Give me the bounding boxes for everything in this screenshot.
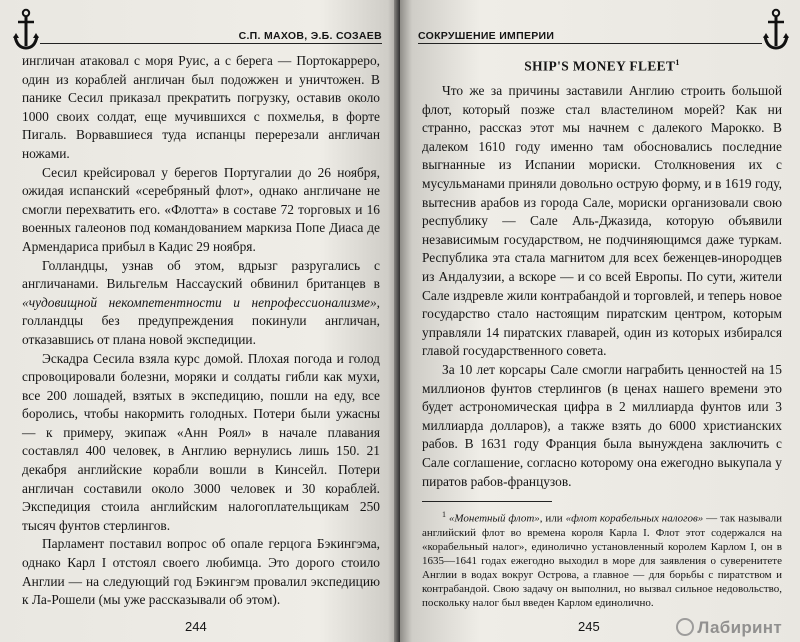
- anchor-icon: [762, 8, 790, 52]
- footnote-mark: 1: [675, 58, 680, 67]
- right-body-text: [422, 54, 782, 610]
- paragraph: Парламент поставил вопрос об опале герцога Бэкингэма, однако Карл I отстоял своего любимца. Это дорого стоило Англии — на следующий год Бэкингэм провалил экспедицию к Ла-Рошели (мы уже рассказывали об этом).: [22, 536, 380, 608]
- page-number: 244: [185, 619, 207, 634]
- paragraph: За 10 лет корсары Сале смогли награбить ценностей на 15 миллионов фунтов стерлингов (в ценах нашего времени это будет астрономическая цифра в 2 миллиарда фунтов или 3 миллиарда долларов), а также взять до 6000 христианских рабов. В 1631 году Франция была вынуждена заключить с Сале соглашение, согласно которому она ежегодно выкупала у пиратов рабов-французов.: [422, 361, 782, 489]
- left-header: [18, 10, 382, 44]
- right-header: [418, 10, 784, 44]
- watermark-logo: Лабиринт: [676, 618, 782, 638]
- paragraph: Сесил крейсировал у берегов Португалии до 26 ноября, ожидая испанский «серебряный флот», однако англичане не смогли перехватить его. «Флотта» в составе 72 торговых и 16 военных галеонов под командованием маркиза Попе Диаса де Армендариса прибыл в Кадис 29 ноября.: [22, 164, 380, 254]
- footnote: $^1$ «Монетный флот», или «флот корабельных налогов» — так называли английский флот во времена короля Карла I. Флот этот содержался на «корабельный налог», единолично установленный королем Карлом I, он в 1635—1641 годах ежегодно выходил в море для заявления о суверенитете Англии в водах вокруг Острова, а главное — для борьбы с пиратством и контрабандой. Свою задачу он выполнил, но вызвал сильное недовольство, поскольку налог был введен Карлом единолично.: [422, 510, 783, 609]
- paragraph: Что же за причины заставили Англию строить большой флот, который позже стал властелином морей? Как ни странно, рассказ этот мы начнем с далекого Марокко. В далеком 1610 году именно там обосновались последние выгнанные из Испании мориски. Столкновения их с мусульманами приняли довольно острую форму, и в 1619 году, вытеснив арабов из города Сале, мориски организовали свою республику — Сале Аль-Джазида, которую объявили независимым государством, не подчиняющимся даже туркам. Республика эта стала магнитом для всех беженцев-инородцев из Андалузии, а вскоре — и со всей Европы. По сути, жители Сале издревле жили контрабандой и торговлей, и теперь новое государство стало настоящим пиратским центром, которым управляли 14 пиратских главарей, один из которых избирался главой государственного совета.: [422, 83, 782, 359]
- left-body-text: [22, 52, 380, 610]
- header-rule: [40, 43, 382, 44]
- footnote-rule: [422, 501, 552, 502]
- anchor-icon: [12, 8, 40, 52]
- page-number: 245: [578, 619, 600, 634]
- paragraph: ингличан атаковал с моря Руис, а с берега — Портокарреро, один из кораблей англичан был подожжен и уничтожен. В панике Сесил приказал прекратить погрузку, оставив около 1000 своих солдат, еще мучившихся с похмелья, в форте Пигаль. Ворвавшиеся туда испанцы перерезали англичан ножами.: [22, 53, 380, 161]
- header-rule: [418, 43, 762, 44]
- running-head: С.П. МАХОВ, Э.Б. СОЗАЕВ: [238, 30, 382, 42]
- chapter-title: SHIP'S MONEY FLEET$^1$: [524, 58, 680, 74]
- labirint-logo-icon: [676, 618, 694, 636]
- running-head: СОКРУШЕНИЕ ИМПЕРИИ: [418, 30, 555, 42]
- italic-quote: «чудовищной некомпетентности и непрофессионализме»: [22, 294, 377, 310]
- right-page: [400, 0, 800, 642]
- paragraph: Эскадра Сесила взяла курс домой. Плохая погода и голод спровоцировали болезни, моряки и солдаты гибли как мухи, все 200 лошадей, взятых в экспедицию, пошли на еду, все боролись, чтобы накормить голодных. Потери были ужасны — к примеру, экипаж «Анн Роял» в начале плавания составлял 400 человек, в Англию вернулись лишь 150. 21 декабря английские корабли вошли в Кинсейл. Потери англичан составили около 3000 человек и 30 кораблей. Экспедиция стоила английским налогоплательщикам 250 тысяч фунтов стерлингов.: [22, 350, 380, 533]
- paragraph: Голландцы, узнав об этом, вдрызг разругались с англичанами. Вильгельм Нассауский обвинил британцев в «чудовищной некомпетентности и непрофессионализме», голландцы без предупреждения покинули англичан, отказавшись от плана новой экспедиции.: [22, 257, 380, 347]
